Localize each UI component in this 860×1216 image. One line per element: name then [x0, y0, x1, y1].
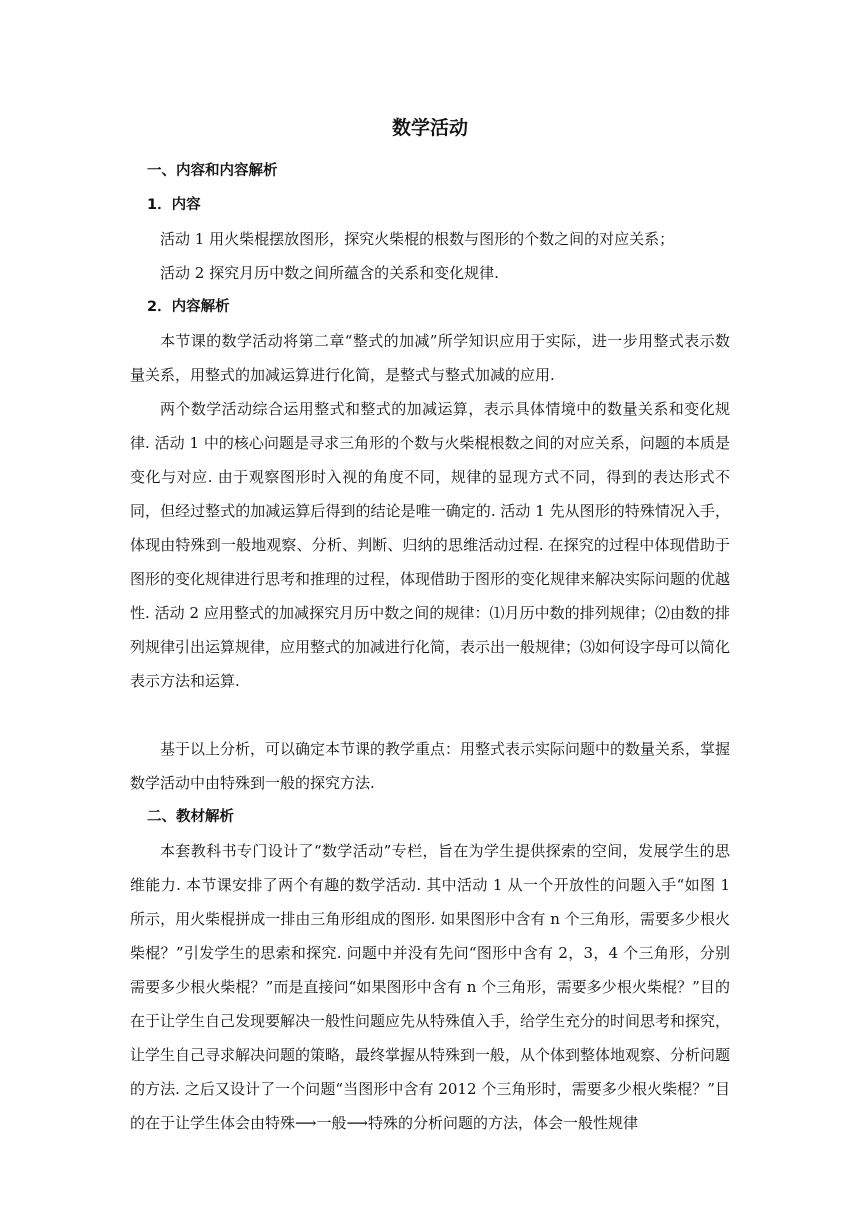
- document-title: 数学活动: [391, 117, 468, 139]
- subsection-heading-content: 1．内容: [147, 197, 201, 213]
- section-heading-content: 一、内容和内容解析: [147, 163, 278, 179]
- teaching-focus-paragraph: 基于以上分析，可以确定本节课的教学重点：用整式表示实际问题中的数量关系，掌握数学活动中由特殊到一般的探究方法.: [130, 740, 731, 792]
- activity-1-line: 活动 1 用火柴棍摆放图形，探究火柴棍的根数与图形的个数之间的对应关系；: [160, 230, 675, 248]
- subsection-heading-analysis: 2．内容解析: [147, 299, 230, 315]
- textbook-analysis-paragraph: 本套教科书专门设计了“数学活动”专栏，旨在为学生提供探索的空间，发展学生的思维能力. 本节课安排了两个有趣的数学活动. 其中活动 1 从一个开放性的问题入手“如图 1 所示，用火柴棍拼成一排由三角形组成的图形. 如果图形中含有 n 个三角形，需要多少根火柴棍？”引发学生的思索和探究. 问题中并没有先问“图形中含有 2，3，4 个三角形，分别需要多少根火柴棍？”而是直接问“如果图形中含有 n 个三角形，需要多少根火柴棍？”目的在于让学生自己发现要解决一般性问题应先从特殊值入手，给学生充分的时间思考和探究，让学生自己寻求解决问题的策略，最终掌握从特殊到一般，从个体到整体地观察、分析问题的方法. 之后又设计了一个问题“当图形中含有 2012 个三角形时，需要多少根火柴棍？”目的在于让学生体会由特殊⟶一般⟶特殊的分析问题的方法，体会一般性规律: [130, 842, 730, 1132]
- document-page: [130, 112, 730, 1140]
- activity-2-line: 活动 2 探究月历中数之间所蕴含的关系和变化规律.: [160, 264, 499, 282]
- section-heading-textbook: 二、教材解析: [147, 809, 234, 825]
- analysis-paragraph: 两个数学活动综合运用整式和整式的加减运算，表示具体情境中的数量关系和变化规律. 活动 1 中的核心问题是寻求三角形的个数与火柴棍根数之间的对应关系，问题的本质是变化与对应. 由于观察图形时入视的角度不同，规律的显现方式不同，得到的表达形式不同，但经过整式的加减运算后得到的结论是唯一确定的. 活动 1 先从图形的特殊情况入手，体现由特殊到一般地观察、分析、判断、归纳的思维活动过程. 在探究的过程中体现借助于图形的变化规律进行思考和推理的过程，体现借助于图形的变化规律来解决实际问题的优越性. 活动 2 应用整式的加减探究月历中数之间的规律：⑴月历中数的排列规律；⑵由数的排列规律引出运算规律，应用整式的加减进行化简，表示出一般规律；⑶如何设字母可以简化表示方法和运算.: [130, 400, 731, 690]
- analysis-paragraph: 本节课的数学活动将第二章“整式的加减”所学知识应用于实际，进一步用整式表示数量关系，用整式的加减运算进行化简，是整式与整式加减的应用.: [130, 332, 730, 384]
